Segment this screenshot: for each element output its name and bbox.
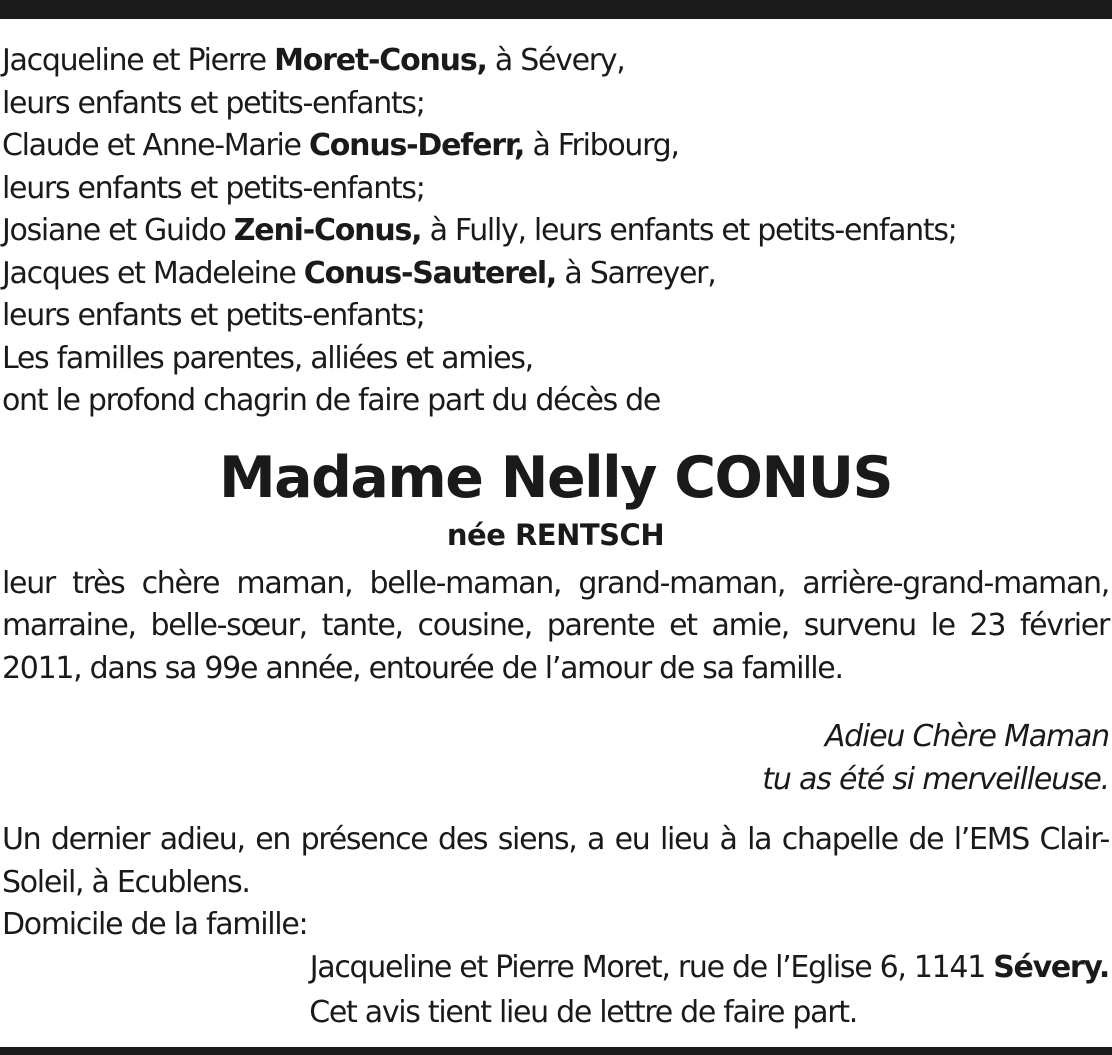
family-line: leurs enfants et petits-enfants; xyxy=(2,85,425,121)
family-surname: Moret-Conus, xyxy=(274,43,487,78)
bottom-rule xyxy=(0,1047,1112,1055)
domicile-label: Domicile de la famille: xyxy=(2,907,308,942)
top-rule xyxy=(0,0,1112,19)
quote-line: Adieu Chère Maman xyxy=(824,719,1109,754)
deceased-name: Madame Nelly CONUS xyxy=(218,444,893,511)
family-line: Claude et Anne-Marie Conus-Deferr, à Fribourg, xyxy=(2,128,679,163)
family-surname: Conus-Deferr, xyxy=(308,128,525,163)
family-line: leurs enfants et petits-enfants; xyxy=(2,298,425,333)
domicile-address: Jacqueline et Pierre Moret, rue de l’Eglise 6, 1141 Sévery. xyxy=(309,949,1109,985)
family-line: Jacques et Madeleine Conus-Sauterel, à Sarreyer, xyxy=(2,255,716,291)
ceremony-text: Un dernier adieu, en présence des siens, a eu lieu à la chapelle de l’EMS Clair-Soleil, à Ecublens. xyxy=(2,822,1109,900)
domicile-town: Sévery. xyxy=(993,949,1109,985)
family-line: Jacqueline et Pierre Moret-Conus, à Sévery, xyxy=(2,43,625,78)
family-surname: Zeni-Conus, xyxy=(233,213,422,248)
birth-name: née RENTSCH xyxy=(446,517,665,552)
family-line: Les familles parentes, alliées et amies, xyxy=(2,340,533,376)
quote-line: tu as été si merveilleuse. xyxy=(762,761,1109,797)
family-line: leurs enfants et petits-enfants; xyxy=(2,170,425,206)
announcement-line: ont le profond chagrin de faire part du décès de xyxy=(2,383,661,418)
closing-note: Cet avis tient lieu de lettre de faire part. xyxy=(309,995,857,1030)
family-list xyxy=(2,40,1109,423)
family-surname: Conus-Sauterel, xyxy=(303,255,557,291)
family-line: Josiane et Guido Zeni-Conus, à Fully, leurs enfants et petits-enfants; xyxy=(2,213,957,248)
farewell-quote xyxy=(2,716,1109,801)
obituary-notice xyxy=(2,40,1109,1035)
tribute-text: leur très chère maman, belle-maman, grand-maman, arrière-grand-maman, marraine, belle-sœur, tante, cousine, parente et amie, survenu le 23 février 2011, dans sa 99e année, entourée de l’amour de sa famille. xyxy=(2,565,1109,686)
